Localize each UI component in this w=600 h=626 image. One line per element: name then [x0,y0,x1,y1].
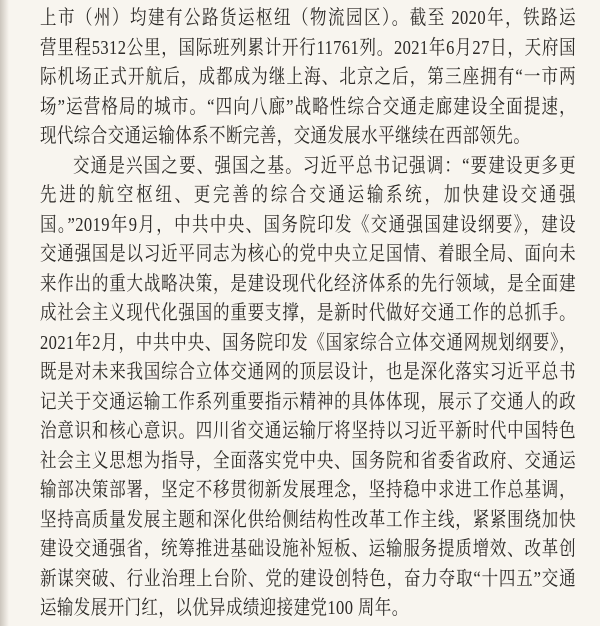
text-line: 来作出的重大战略决策，是建设现代化经济体系的先行领域，是全面建 [40,272,576,295]
document-body [40,4,576,626]
text-line: 社会主义思想为指导，全面落实党中央、国务院和省委省政府、交通运 [40,449,576,472]
text-line: 上市（州）均建有公路货运枢纽（物流园区）。截至 2020年，铁路运 [40,7,576,29]
text-line: 建设交通强省，统筹推进基础设施补短板、运输服务提质增效、改革创 [40,538,576,560]
text-line: 新谋突破、行业治理上台阶、党的建设创特色，奋力夺取“十四五”交通 [40,567,576,590]
text-line: 既是对未来我国综合立体交通网的顶层设计，也是深化落实习近平总书 [40,361,576,383]
text-line: 现代综合交通运输体系不断完善，交通发展水平继续在西部领先。 [40,125,531,147]
text-line: 交通是兴国之要、强国之基。习近平总书记强调：“要建设更多更 [72,154,576,177]
text-line: 2021年2月，中共中央、国务院印发《国家综合立体交通网规划纲要》， [40,331,576,354]
text-line: 先进的航空枢纽、更完善的综合交通运输系统，加快建设交通强 [40,184,576,206]
text-line: 成社会主义现代化强国的重要支撑，是新时代做好交通工作的总抓手。 [40,302,576,324]
text-line: 交通强国是以习近平同志为核心的党中央立足国情、着眼全局、面向未 [40,243,576,265]
page-edge-shadow [0,0,9,626]
text-line: 际机场正式开航后，成都成为继上海、北京之后，第三座拥有“一市两 [40,66,576,88]
text-line: 国。”2019年9月，中共中央、国务院印发《交通强国建设纲要》，建设 [40,213,576,236]
text-line: 记关于交通运输工作系列重要指示精神的具体体现，展示了交通人的政 [40,390,576,413]
text-line: 坚持高质量发展主题和深化供给侧结构性改革工作主线，紧紧围绕加快 [40,508,576,531]
text-line: 运输发展开门红，以优异成绩迎接建党100 周年。 [40,597,409,619]
text-line: 输部决策部署，坚定不移贯彻新发展理念，坚持稳中求进工作总基调， [40,479,576,501]
text-line: 治意识和核心意识。四川省交通运输厅将坚持以习近平新时代中国特色 [40,420,576,442]
text-line: 场”运营格局的城市。“四向八廊”战略性综合交通走廊建设全面提速， [40,95,576,118]
text-line: 营里程5312公里，国际班列累计开行11761列。2021年6月27日，天府国 [40,36,576,59]
